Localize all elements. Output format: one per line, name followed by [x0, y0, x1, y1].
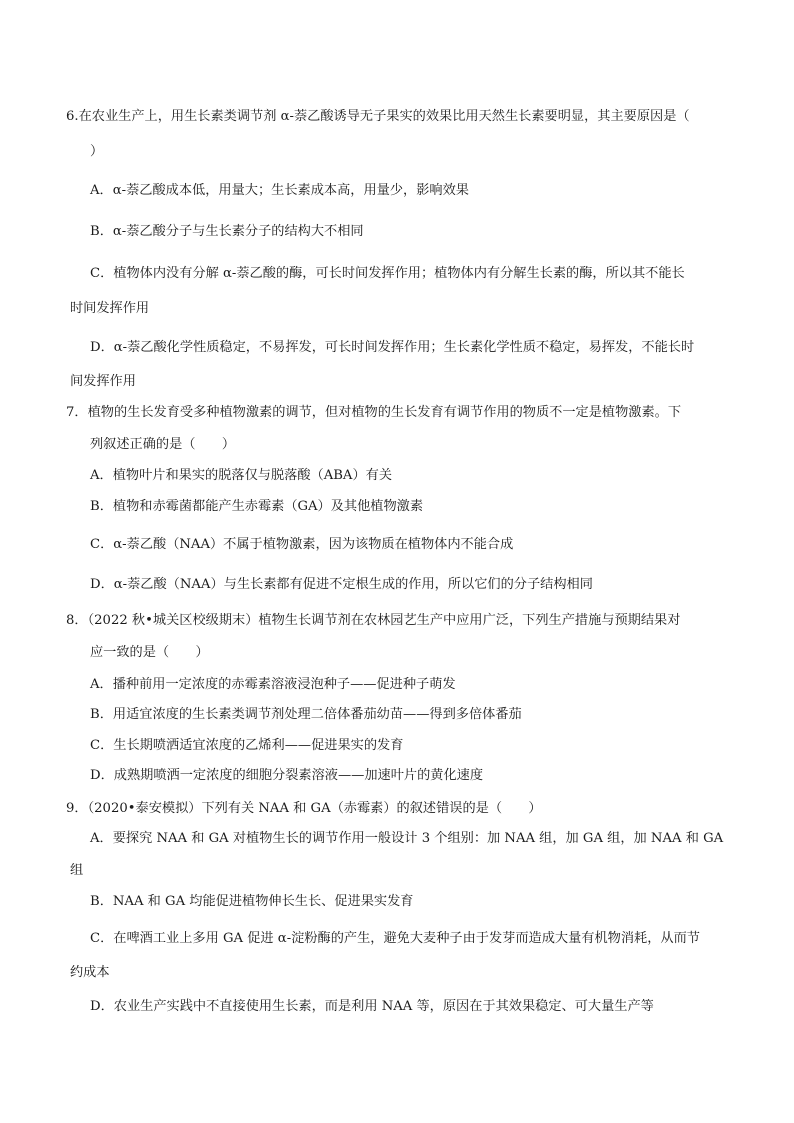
question-8-option-c: C．生长期喷洒适宜浓度的乙烯利——促进果实的发育	[90, 738, 404, 753]
question-6-option-b: B．α-萘乙酸分子与生长素分子的结构大不相同	[90, 224, 364, 239]
question-9-option-a-line-2: 组	[70, 863, 84, 878]
question-6-option-a: A．α-萘乙酸成本低，用量大；生长素成本高，用量少，影响效果	[90, 183, 469, 198]
question-7-option-d: D．α-萘乙酸（NAA）与生长素都有促进不定根生成的作用，所以它们的分子结构相同	[90, 577, 593, 592]
question-7-option-b: B．植物和赤霉菌都能产生赤霉素（GA）及其他植物激素	[90, 499, 424, 514]
question-7-stem-line-1: 7．植物的生长发育受多种植物激素的调节，但对植物的生长发育有调节作用的物质不一定是植物激素。下	[66, 405, 682, 420]
question-6-option-c-line-2: 时间发挥作用	[70, 301, 150, 316]
question-9-option-c-line-1: C．在啤酒工业上多用 GA 促进 α-淀粉酶的产生，避免大麦种子由于发芽而造成大量有机物消耗，从而节	[90, 931, 700, 946]
question-7-option-c: C．α-萘乙酸（NAA）不属于植物激素，因为该物质在植物体内不能合成	[90, 537, 514, 552]
question-8-option-a: A．播种前用一定浓度的赤霉素溶液浸泡种子——促进种子萌发	[90, 677, 456, 692]
question-7-option-a: A．植物叶片和果实的脱落仅与脱落酸（ABA）有关	[90, 468, 393, 483]
question-9-option-c-line-2: 约成本	[70, 965, 110, 980]
question-9-stem: 9．（2020•泰安模拟）下列有关 NAA 和 GA（赤霉素）的叙述错误的是（ ）	[66, 801, 542, 816]
question-9-option-b: B．NAA 和 GA 均能促进植物伸长生长、促进果实发育	[90, 894, 414, 909]
question-8-option-b: B．用适宜浓度的生长素类调节剂处理二倍体番茄幼苗——得到多倍体番茄	[90, 707, 522, 722]
question-6-option-d-line-2: 间发挥作用	[70, 374, 136, 389]
question-8-stem-line-2: 应一致的是（ ）	[90, 645, 209, 660]
question-8-stem-line-1: 8．（2022 秋•城关区校级期末）植物生长调节剂在农林园艺生产中应用广泛，下列生产措施与预期结果对	[66, 613, 681, 628]
question-6-stem-line-2: ）	[90, 144, 104, 159]
question-8-option-d: D．成熟期喷洒一定浓度的细胞分裂素溶液——加速叶片的黄化速度	[90, 768, 484, 783]
question-6-stem-line-1: 6.在农业生产上，用生长素类调节剂 α-萘乙酸诱导无子果实的效果比用天然生长素要明显，其主要原因是（	[66, 109, 690, 124]
question-6-option-c-line-1: C．植物体内没有分解 α-萘乙酸的酶，可长时间发挥作用；植物体内有分解生长素的酶，所以其不能长	[90, 266, 685, 281]
question-9-option-d: D．农业生产实践中不直接使用生长素，而是利用 NAA 等，原因在于其效果稳定、可大量生产等	[90, 999, 654, 1014]
question-7-stem-line-2: 列叙述正确的是（ ）	[90, 437, 236, 452]
question-6-option-d-line-1: D．α-萘乙酸化学性质稳定，不易挥发，可长时间发挥作用；生长素化学性质不稳定，易挥发，不能长时	[90, 340, 695, 355]
question-9-option-a-line-1: A．要探究 NAA 和 GA 对植物生长的调节作用一般设计 3 个组别：加 NAA 组，加 GA 组，加 NAA 和 GA	[90, 831, 724, 846]
